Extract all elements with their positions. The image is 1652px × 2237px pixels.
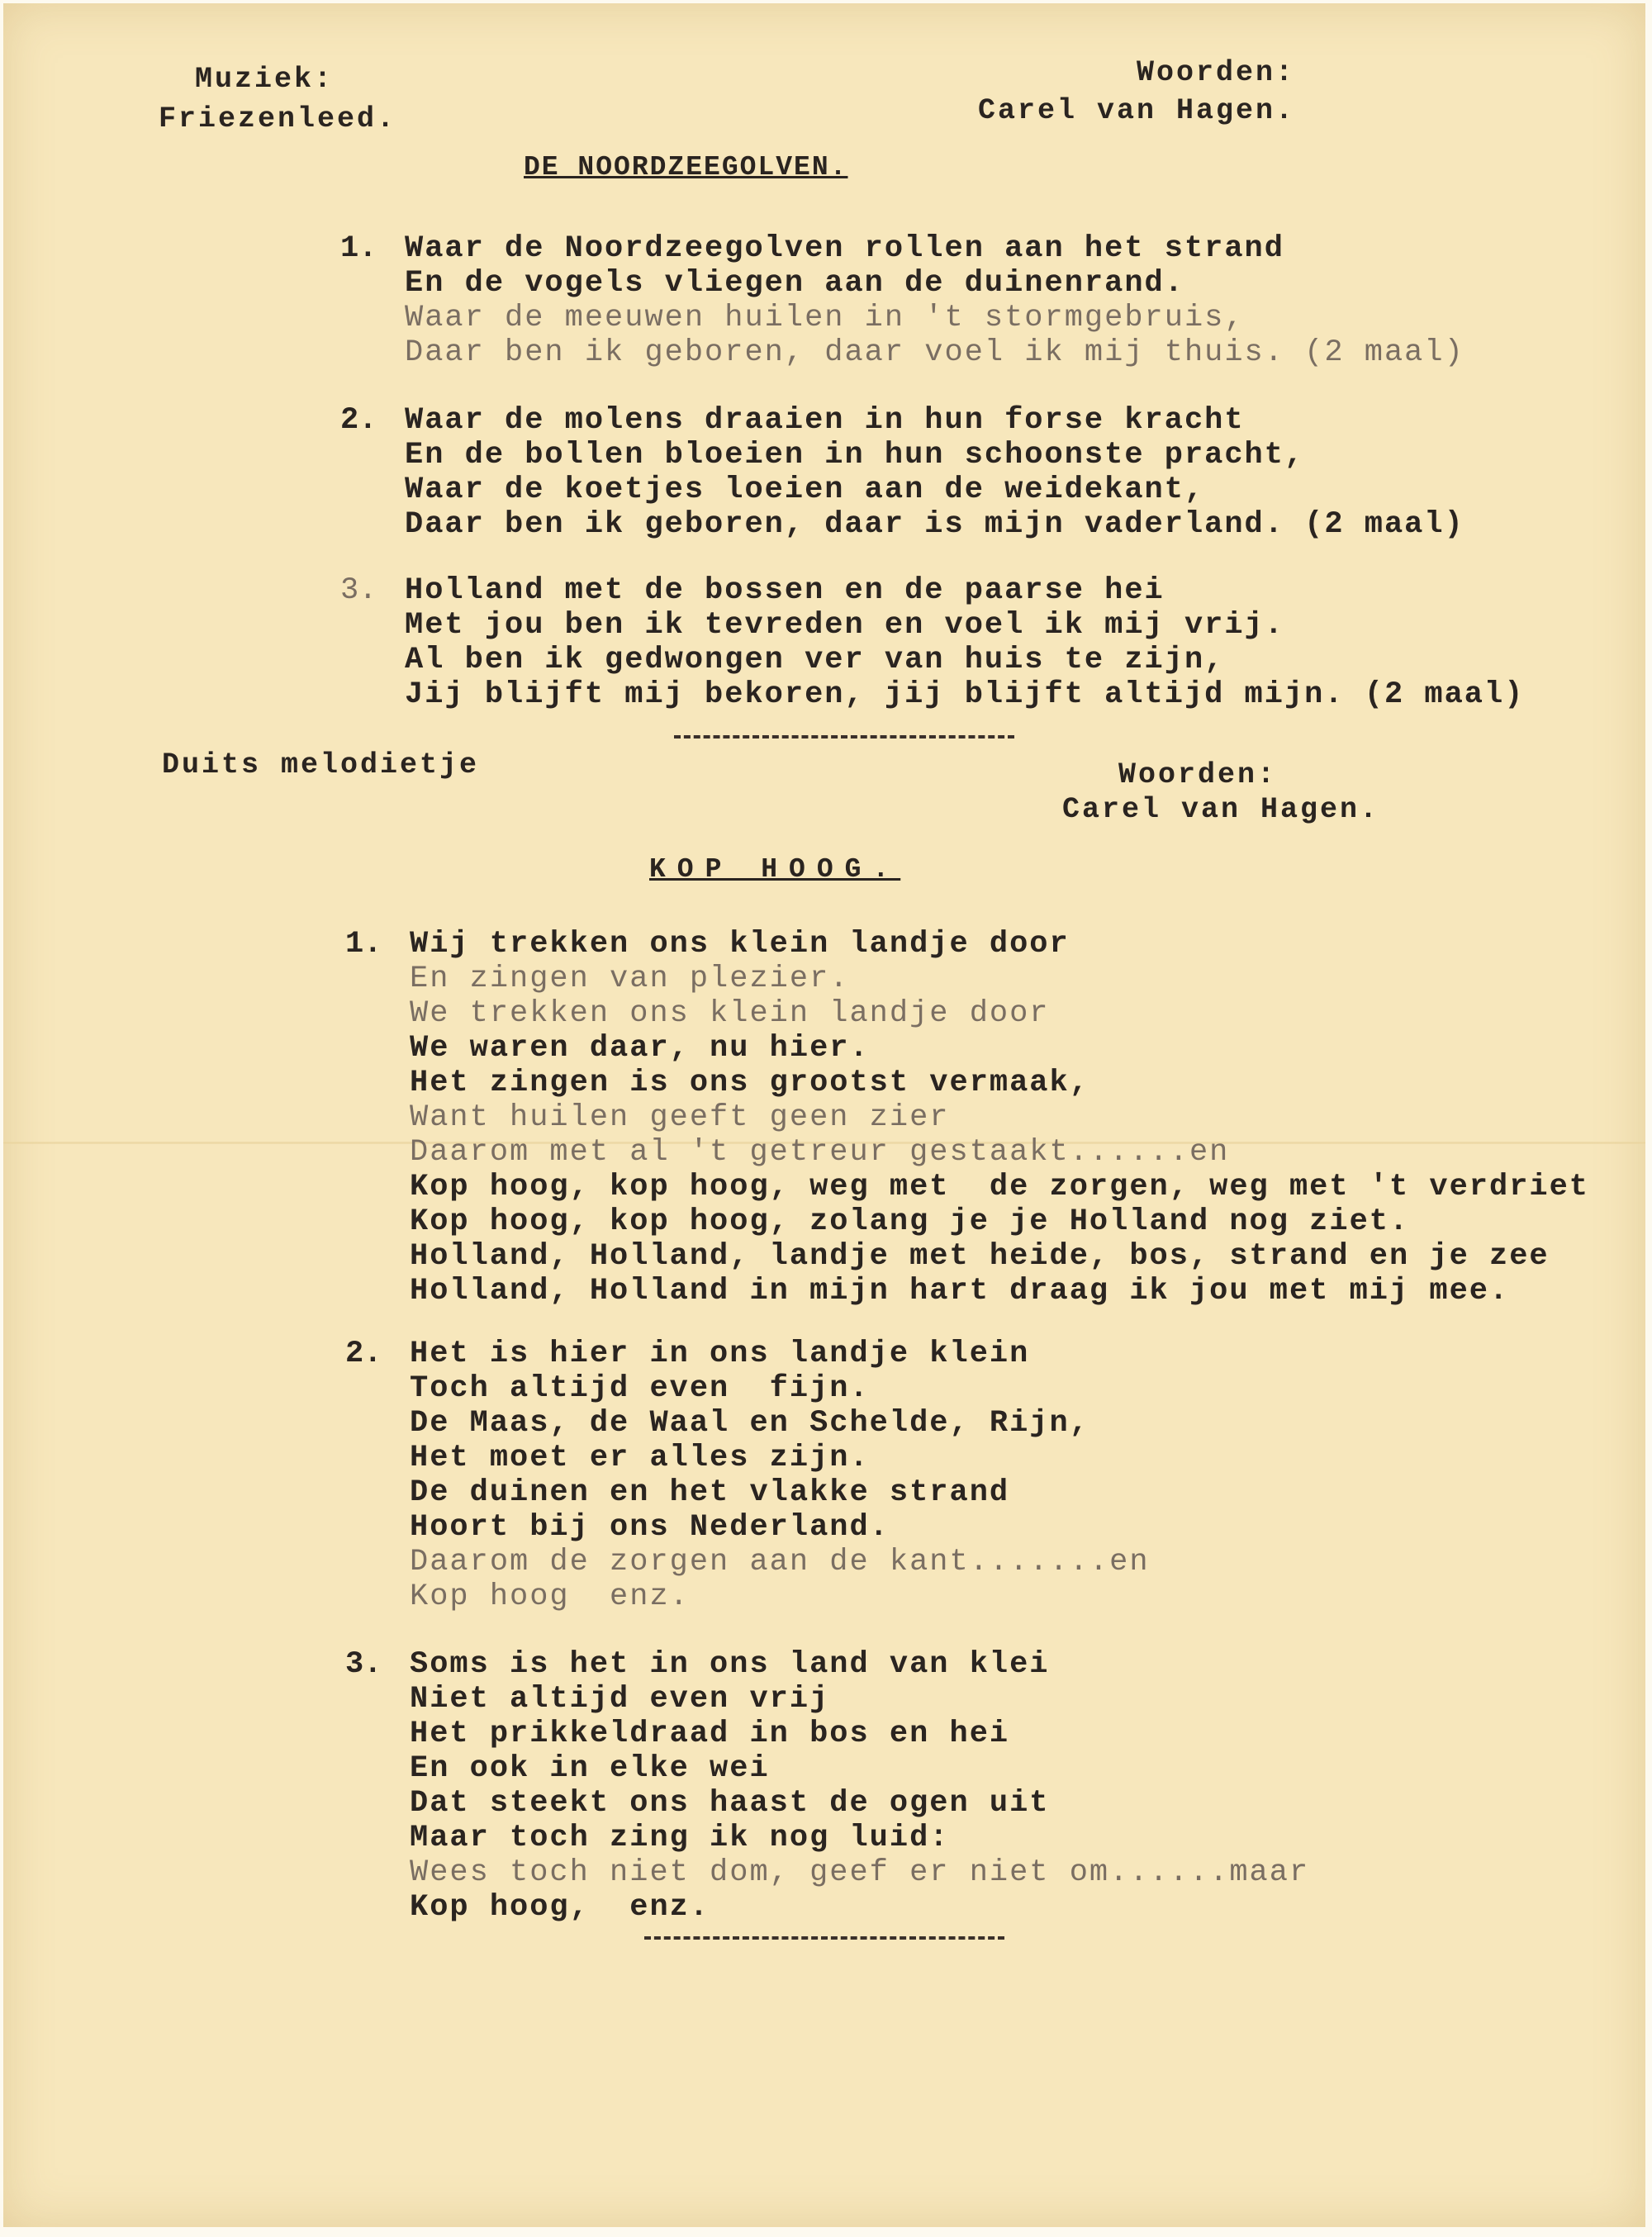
lyric-line: Al ben ik gedwongen ver van huis te zijn, (405, 643, 1225, 677)
lyric-line: We waren daar, nu hier. (410, 1031, 870, 1066)
stanza-number: 3. (345, 1647, 382, 1682)
lyric-line: Waar de molens draaien in hun forse kracht (405, 403, 1245, 438)
lyric-line: Kop hoog, kop hoog, zolang je je Holland nog ziet. (410, 1204, 1410, 1239)
section-separator (644, 1936, 1004, 1940)
lyric-line: Met jou ben ik tevreden en voel ik mij vrij. (405, 608, 1284, 643)
section-separator (674, 735, 1014, 739)
lyric-line: Waar de meeuwen huilen in 't stormgebruis, (405, 301, 1245, 335)
song1-stanza-3 (340, 573, 1525, 712)
lyric-line: Daar ben ik geboren, daar voel ik mij thuis. (2 maal) (405, 335, 1464, 370)
stanza-number: 1. (345, 927, 382, 962)
song2-stanza-3 (345, 1647, 1310, 1925)
lyric-line: Wij trekken ons klein landje door (410, 927, 1070, 962)
lyric-line: En de bollen bloeien in hun schoonste pracht, (405, 438, 1305, 473)
song1-words-label: Woorden: (1137, 56, 1296, 89)
song2-words-value: Carel van Hagen. (1062, 793, 1380, 826)
lyric-line: En zingen van plezier. (410, 962, 850, 996)
lyric-line: Waar de Noordzeegolven rollen aan het strand (405, 231, 1284, 266)
lyric-line: Holland, Holland in mijn hart draag ik jou met mij mee. (410, 1274, 1510, 1308)
lyric-line: Want huilen geeft geen zier (410, 1100, 950, 1135)
typed-song-sheet (3, 3, 1645, 2227)
lyric-line: En de vogels vliegen aan de duinenrand. (405, 266, 1184, 301)
lyric-line: De Maas, de Waal en Schelde, Rijn, (410, 1406, 1089, 1441)
lyric-line: Daarom met al 't getreur gestaakt......en (410, 1135, 1230, 1170)
song1-stanza-1 (340, 231, 1464, 370)
stanza-number: 3. (340, 573, 377, 608)
lyric-line: Het is hier in ons landje klein (410, 1337, 1030, 1371)
stanza-number: 1. (340, 231, 377, 266)
song2-stanza-2 (345, 1337, 1150, 1614)
lyric-line: Maar toch zing ik nog luid: (410, 1821, 950, 1855)
lyric-line: Wees toch niet dom, geef er niet om......maar (410, 1855, 1310, 1890)
lyric-line: En ook in elke wei (410, 1751, 770, 1786)
song1-music-label: Muziek: (195, 63, 335, 96)
song2-words-label: Woorden: (1118, 758, 1278, 791)
lyric-line: Hoort bij ons Nederland. (410, 1510, 890, 1545)
lyric-line: Toch altijd even fijn. (410, 1371, 870, 1406)
lyric-line: Niet altijd even vrij (410, 1682, 830, 1717)
lyric-line: Jij blijft mij bekoren, jij blijft altijd mijn. (2 maal) (405, 677, 1525, 712)
lyric-line: Soms is het in ons land van klei (410, 1647, 1050, 1682)
stanza-number: 2. (345, 1337, 382, 1371)
song1-words-value: Carel van Hagen. (978, 94, 1296, 127)
song2-title: KOP HOOG. (649, 854, 901, 885)
song1-music-value: Friezenleed. (159, 102, 397, 135)
lyric-line: Het prikkeldraad in bos en hei (410, 1717, 1010, 1751)
stanza-number: 2. (340, 403, 377, 438)
lyric-line: Daar ben ik geboren, daar is mijn vaderland. (2 maal) (405, 507, 1464, 542)
song1-title: DE NOORDZEEGOLVEN. (524, 152, 848, 183)
lyric-line: Daarom de zorgen aan de kant.......en (410, 1545, 1150, 1579)
lyric-line: Holland, Holland, landje met heide, bos, strand en je zee (410, 1239, 1550, 1274)
song2-music-value: Duits melodietje (162, 748, 480, 781)
lyric-line: Holland met de bossen en de paarse hei (405, 573, 1165, 608)
lyric-line: Kop hoog, enz. (410, 1890, 710, 1925)
lyric-line: Kop hoog enz. (410, 1579, 690, 1614)
song2-stanza-1 (345, 927, 1590, 1308)
song1-stanza-2 (340, 403, 1464, 542)
lyric-line: Kop hoog, kop hoog, weg met de zorgen, weg met 't verdriet (410, 1170, 1590, 1204)
lyric-line: Het zingen is ons grootst vermaak, (410, 1066, 1089, 1100)
lyric-line: We trekken ons klein landje door (410, 996, 1050, 1031)
lyric-line: De duinen en het vlakke strand (410, 1475, 1010, 1510)
lyric-line: Het moet er alles zijn. (410, 1441, 870, 1475)
lyric-line: Dat steekt ons haast de ogen uit (410, 1786, 1050, 1821)
lyric-line: Waar de koetjes loeien aan de weidekant, (405, 473, 1205, 507)
